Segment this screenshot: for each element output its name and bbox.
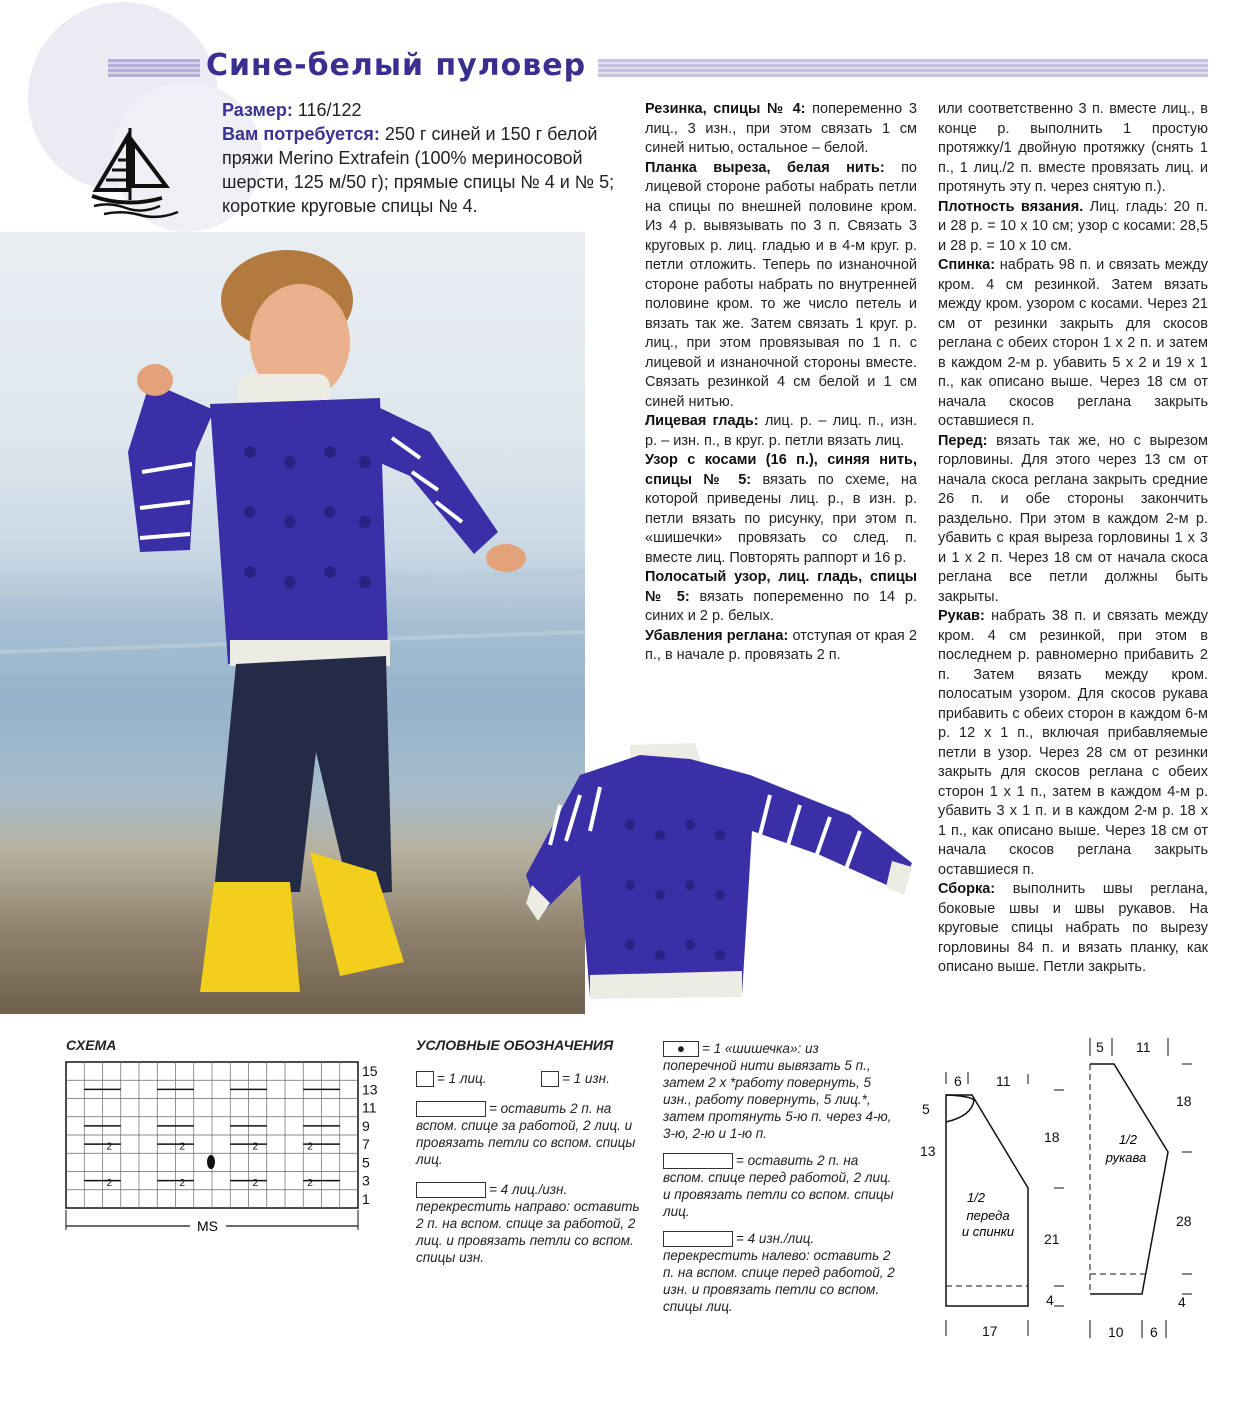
- body-bottom: 17: [982, 1323, 998, 1339]
- chart-row-number: 1: [362, 1190, 370, 1207]
- cable-count-label: 2: [307, 1141, 313, 1153]
- sleeve-bottom-1: 10: [1108, 1324, 1124, 1340]
- instruction-text: вязать так же, но с вырезом горловины. Для этого через 13 см от начала скоса реглана закрыть средние 26 п. и обе стороны закончить раздельно. При этом в каждом 2-м р. убавить с края выреза горловины 1 x 3 и 1 x 2 п. Через 18 см от начала скоса реглана все петли должны быть закрыты.: [938, 432, 1208, 605]
- chart-row-number: 9: [362, 1117, 370, 1134]
- chart-row-number: 7: [362, 1136, 370, 1153]
- cross-right-symbol: [416, 1182, 486, 1198]
- knitting-chart: [64, 1060, 394, 1240]
- body-left-2: 13: [920, 1143, 936, 1159]
- instruction-paragraph: [938, 432, 1208, 608]
- sleeve-right-3: 4: [1178, 1294, 1186, 1310]
- legend-bobble-text: = 1 «шишечка»: из поперечной нити вывязать 5 п., затем 2 x *работу повернуть, 5 изн., работу повернуть, 5 лиц.*, затем протянуть 5-ю п. через 4-ю, 3-ю, 2-ю и 1-ю п.: [663, 1041, 892, 1142]
- body-top-2: 11: [996, 1073, 1011, 1089]
- cable-count-label: 2: [307, 1177, 313, 1189]
- cable-count-label: 2: [252, 1177, 259, 1189]
- cross-left-symbol: [663, 1231, 733, 1247]
- sleeve-pattern-diagram: [1080, 1034, 1220, 1344]
- sleeve-label-1: 1/2: [1118, 1132, 1138, 1147]
- cable-count-label: 2: [179, 1177, 186, 1189]
- instruction-paragraph: [645, 451, 917, 568]
- legend-cross-left: [663, 1230, 895, 1315]
- instruction-heading: Планка выреза, белая нить:: [645, 159, 885, 176]
- body-left-1: 5: [922, 1101, 930, 1117]
- instruction-text: набрать 98 п. и связать между кром. 4 см резинкой. Затем вязать между кром. узором с косами. Через 21 см от резинки закрыть для скосов реглана с обеих сторон 1 x 2 п. и затем в каждом 2-м р. убавить 5 x 2 и 19 x 1 п., как описано выше. Через 18 см от начала скосов реглана закрыть оставшиеся п.: [938, 257, 1208, 429]
- bobble-symbol: [207, 1155, 215, 1169]
- chart-row-number: 5: [362, 1154, 370, 1171]
- cable-left-symbol: [663, 1153, 733, 1169]
- instruction-text: лиц. р. – лиц. п., изн. р. – изн. п., в круг. р. петли вязать лиц.: [645, 413, 918, 449]
- instruction-heading: Резинка, спицы № 4:: [645, 101, 806, 117]
- instruction-heading: Плотность вязания.: [938, 198, 1084, 215]
- instruction-paragraph: [938, 256, 1208, 432]
- knit-symbol: [416, 1071, 434, 1087]
- instruction-heading: Спинка:: [938, 257, 996, 273]
- chart-row-number: 13: [362, 1081, 378, 1098]
- sleeve-label-2: рукава: [1105, 1150, 1147, 1165]
- ms-label: MS: [197, 1218, 218, 1234]
- chart-row-number: 15: [362, 1063, 378, 1080]
- body-label-2: переда: [966, 1208, 1010, 1223]
- instruction-paragraph: [938, 100, 1208, 198]
- cable-count-label: 2: [106, 1177, 113, 1189]
- body-label-1: 1/2: [966, 1190, 986, 1205]
- legend-knit: [416, 1070, 536, 1087]
- instruction-heading: Рукав:: [938, 608, 985, 624]
- instruction-heading: Сборка:: [938, 881, 996, 897]
- instruction-text: Лиц. гладь: 20 п. и 28 р. = 10 x 10 см; узор с косами: 28,5 и 28 р. = 10 x 10 см.: [938, 198, 1208, 254]
- legend-bobble: [663, 1040, 895, 1142]
- instruction-heading: Убавления реглана:: [645, 627, 789, 644]
- legend-title: УСЛОВНЫЕ ОБОЗНАЧЕНИЯ: [416, 1037, 614, 1053]
- boy-illustration: [0, 232, 585, 1014]
- instruction-text: попеременно 3 лиц., 3 изн., при этом связать 1 см синей нитью, остальное – белой.: [645, 101, 918, 156]
- instruction-text: выполнить швы реглана, боковые швы и швы рукавов. На круговые спицы набрать по вырезу горловины 84 п. и вязать планку, как описано выше. Петли закрыть.: [938, 881, 1208, 975]
- body-right-2: 21: [1044, 1231, 1060, 1247]
- body-right-3: 4: [1046, 1292, 1054, 1308]
- instructions-column-2: [938, 100, 1208, 978]
- instructions-column-1: [645, 100, 917, 666]
- legend-cross-right: [416, 1181, 644, 1266]
- instruction-text: вязать попеременно по 14 р. синих и 2 р. белых.: [645, 588, 917, 624]
- body-pattern-diagram: [912, 1060, 1072, 1350]
- instruction-heading: Перед:: [938, 432, 988, 449]
- legend-knit-text: = 1 лиц.: [437, 1071, 487, 1086]
- legend-left-front-text: = оставить 2 п. на вспом. спице перед работой, 2 лиц. и провязать петли со вспом. спицы лиц.: [663, 1153, 894, 1220]
- body-label-3: и спинки: [961, 1224, 1015, 1239]
- instruction-paragraph: [938, 607, 1208, 880]
- instruction-paragraph: [645, 100, 917, 159]
- title-stripe-right: [598, 59, 1208, 77]
- sleeve-right-1: 18: [1176, 1093, 1192, 1109]
- legend-purl: [541, 1070, 641, 1087]
- sailboat-icon: [86, 122, 186, 222]
- instruction-heading: Полосатый узор, лиц. гладь, спицы № 5:: [645, 569, 917, 605]
- instruction-heading: Узор с косами (16 п.), синяя нить, спицы № 5:: [645, 452, 917, 488]
- body-top-1: 6: [954, 1073, 962, 1089]
- legend-right-back: [416, 1100, 644, 1168]
- size-value: 116/122: [292, 100, 362, 120]
- cable-count-label: 2: [252, 1141, 259, 1153]
- instruction-paragraph: [645, 627, 917, 666]
- instruction-text: по лицевой стороне работы набрать петли на спицы по внешней половине кром. Из 4 р. вывязывать по 3 п. Связать 3 круговых р. лиц. гладью и в 4-м круг. р. петли отложить. Теперь по изнаночной стороне работы набрать по внутренней половине кром. то же число петель и вязать так же. Затем связать 1 круг. р. лиц., при этом провязывая по 1 п. с лицевой и изнаночной стороны вместе. Связать резинкой 4 см белой и 1 см синей нитью.: [645, 159, 917, 410]
- sweater-product-image: [520, 735, 920, 1005]
- legend-cross-right-text: = 4 лиц./изн. перекрестить направо: оставить 2 п. на вспом. спице за работой, 2 лиц. и провязать петли со вспом. спицы изн.: [416, 1182, 640, 1266]
- intro-block: [222, 98, 642, 218]
- materials-label: Вам потребуется:: [222, 124, 380, 144]
- legend-right-back-text: = оставить 2 п. на вспом. спице за работой, 2 лиц. и провязать петли со вспом. спицы лиц.: [416, 1101, 636, 1168]
- legend-left-front: [663, 1152, 895, 1220]
- chart-row-number: 11: [362, 1099, 377, 1116]
- legend-purl-text: = 1 изн.: [562, 1071, 610, 1086]
- sleeve-top-1: 5: [1096, 1039, 1104, 1055]
- instruction-text: вязать по схеме, на которой приведены лиц. р., в изн. р. петли вязать по рисунку, при этом п. «шишечки» провязать со след. п. вместе лиц. Повторять раппорт и 16 р.: [645, 471, 917, 566]
- chart-row-number: 3: [362, 1172, 370, 1189]
- size-label: Размер:: [222, 100, 293, 120]
- legend-cross-left-text: = 4 изн./лиц. перекрестить налево: оставить 2 п. на вспом. спице перед работой, 2 изн. и провязать петли со вспом. спицы лиц.: [663, 1231, 895, 1315]
- instruction-paragraph: [938, 880, 1208, 978]
- instruction-heading: Лицевая гладь:: [645, 413, 759, 429]
- cable-count-label: 2: [106, 1141, 113, 1153]
- beach-photo: [0, 232, 585, 1014]
- body-right-1: 18: [1044, 1129, 1060, 1145]
- cable-right-symbol: [416, 1101, 486, 1117]
- page-title: Сине-белый пуловер: [206, 48, 587, 83]
- title-stripe-left: [108, 59, 200, 77]
- instruction-paragraph: [645, 412, 917, 451]
- materials-value: 250 г синей и 150 г белой пряжи Merino Extrafein (100% мериносовой шерсти, 125 м/50 г); прямые спицы № 4 и № 5; короткие круговые спицы № 4.: [222, 124, 615, 216]
- instruction-text: отступая от края 2 п., в начале р. провязать 2 п.: [645, 627, 917, 663]
- instruction-text: или соответственно 3 п. вместе лиц., в конце р. выполнить 1 простую протяжку/1 двойную протяжку (снять 1 п., 1 лиц./2 п. вместе провязать лиц. и протянуть эту п. через снятую п.).: [938, 101, 1208, 195]
- bobble-legend-symbol: ●: [663, 1041, 699, 1057]
- sleeve-bottom-2: 6: [1150, 1324, 1158, 1340]
- instruction-paragraph: [645, 568, 917, 627]
- scheme-label: СХЕМА: [66, 1037, 117, 1053]
- purl-symbol: [541, 1071, 559, 1087]
- cable-count-label: 2: [179, 1141, 186, 1153]
- instruction-paragraph: [645, 159, 917, 413]
- instruction-paragraph: [938, 198, 1208, 257]
- instruction-text: набрать 38 п. и связать между кром. 4 см резинкой, при этом в последнем р. равномерно прибавить 2 п. Затем вязать между кром. полосатым узором. Для скосов рукава прибавить с обеих сторон в каждом 6-м р. 12 x 1 п., включая прибавляемые петли в узор. Через 28 см от резинки закрыть для скосов реглана с обеих сторон 1 x 1 п., затем в каждом 4-м р. убавить 3 x 1 п. и в каждом 2-м р. 18 x 1 п., как описано выше. Через 18 см от начала скосов реглана закрыть оставшиеся п.: [938, 608, 1208, 878]
- sleeve-top-2: 11: [1136, 1039, 1151, 1055]
- sleeve-right-2: 28: [1176, 1213, 1192, 1229]
